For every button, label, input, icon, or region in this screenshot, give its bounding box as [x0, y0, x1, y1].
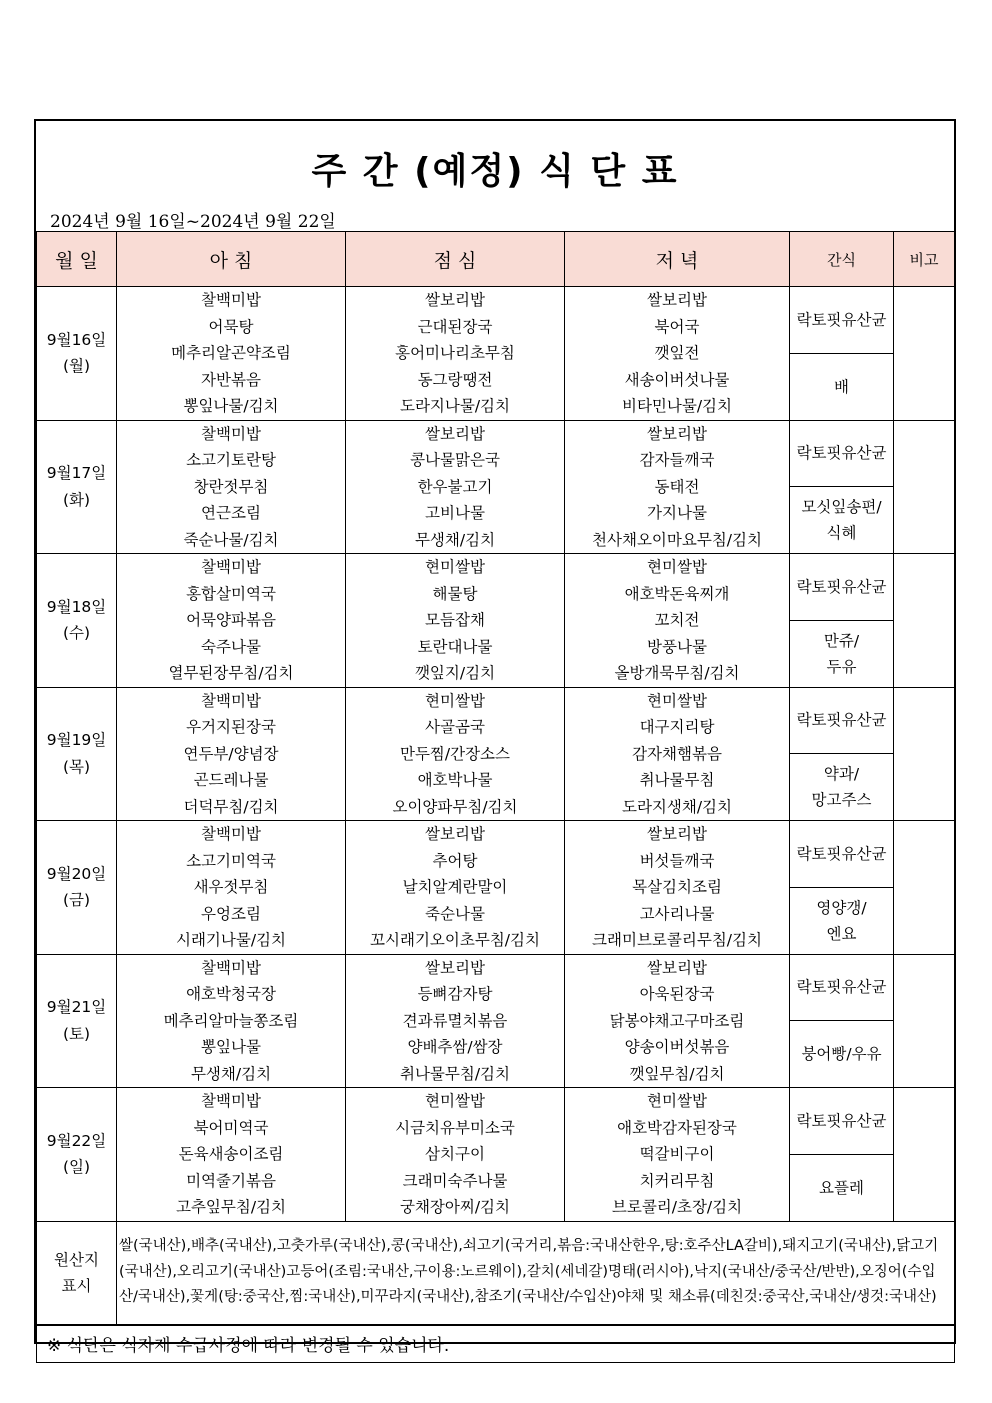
- menu-item: 깻잎무침/김치: [629, 1064, 725, 1083]
- snack-cell-1: 락토핏유산균: [790, 287, 894, 354]
- menu-item: 꼬시래기오이초무침/김치: [370, 931, 540, 949]
- dinner-cell: [565, 554, 790, 688]
- origin-label-line2: 표시: [61, 1276, 92, 1295]
- date-label: 9월16일: [46, 330, 107, 349]
- date-cell: [37, 1088, 117, 1222]
- menu-item: 소고기토란탕: [186, 451, 276, 469]
- menu-item: 고비나물: [425, 504, 485, 522]
- header-breakfast: 아 침: [117, 232, 346, 287]
- breakfast-cell: [117, 954, 346, 1088]
- lunch-cell: [346, 420, 565, 554]
- menu-item: 사골곰국: [425, 718, 485, 736]
- day-row: [37, 1088, 955, 1155]
- snack-cell-1: 락토핏유산균: [790, 554, 894, 621]
- header-dinner: 저 녁: [565, 232, 790, 287]
- breakfast-cell: [117, 1088, 346, 1222]
- dinner-cell: [565, 821, 790, 955]
- menu-item: 찰백미밥: [201, 825, 261, 843]
- day-row: [37, 954, 955, 1021]
- menu-item: 날치알계란말이: [402, 878, 508, 896]
- menu-table: [36, 231, 955, 1363]
- weekday-label: (토): [62, 1024, 91, 1043]
- menu-item: 떡갈비구이: [639, 1145, 715, 1163]
- menu-item: 꼬치전: [654, 611, 700, 629]
- menu-item: 쌀보리밥: [425, 958, 485, 977]
- menu-item: 닭봉야채고구마조림: [609, 1011, 745, 1030]
- menu-item: 뽕잎나물/김치: [183, 397, 279, 415]
- menu-item: 해물탕: [432, 584, 478, 603]
- menu-item: 가지나물: [647, 504, 707, 522]
- period-range: 2024년 9월 16일~2024년 9월 22일: [50, 212, 336, 232]
- day-row: [37, 821, 955, 888]
- day-row: [37, 687, 955, 754]
- menu-item: 취나물무침: [639, 771, 715, 789]
- lunch-cell: [346, 554, 565, 688]
- menu-item: 등뼈감자탕: [417, 985, 493, 1003]
- lunch-cell: [346, 287, 565, 421]
- date-label: 9월18일: [46, 597, 107, 616]
- menu-item: 동태전: [654, 477, 700, 496]
- note-cell: [894, 1088, 955, 1222]
- menu-item: 자반볶음: [201, 370, 261, 389]
- menu-item: 크래미숙주나물: [402, 1171, 508, 1190]
- note-cell: [894, 954, 955, 1088]
- date-label: 9월17일: [46, 464, 107, 483]
- header-note: 비고: [894, 232, 955, 287]
- menu-item: 쌀보리밥: [647, 958, 707, 977]
- menu-item: 궁채장아찌/김치: [399, 1198, 511, 1216]
- dinner-cell: [565, 687, 790, 821]
- menu-item: 소고기미역국: [186, 851, 276, 870]
- dinner-cell: [565, 287, 790, 421]
- date-cell: [37, 821, 117, 955]
- snack-cell-2: 모싯잎송편/ 식혜: [790, 487, 894, 554]
- menu-item: 무생채/김치: [414, 530, 496, 549]
- menu-item: 근대된장국: [417, 317, 493, 336]
- header-row: [37, 232, 955, 287]
- menu-item: 대구지리탕: [639, 718, 715, 736]
- origin-row: [37, 1221, 955, 1325]
- menu-item: 천사채오이마요무침/김치: [592, 530, 762, 549]
- menu-item: 토란대나물: [417, 637, 493, 656]
- menu-item: 감자채햄볶음: [632, 744, 722, 763]
- menu-item: 양송이버섯볶음: [624, 1038, 730, 1056]
- menu-item: 홍합살미역국: [186, 584, 276, 603]
- date-label: 9월20일: [46, 864, 107, 883]
- menu-item: 방풍나물: [647, 637, 707, 656]
- menu-item: 찰백미밥: [201, 958, 261, 977]
- menu-item: 현미쌀밥: [425, 558, 485, 576]
- menu-item: 새송이버섯나물: [624, 370, 730, 389]
- page-title: 주 간 (예정) 식 단 표: [311, 151, 679, 192]
- menu-item: 북어미역국: [193, 1118, 269, 1137]
- snack-cell-2: 요플레: [790, 1154, 894, 1221]
- note-cell: [894, 821, 955, 955]
- menu-item: 브로콜리/초장/김치: [611, 1198, 743, 1216]
- snack-cell-2: 약과/ 망고주스: [790, 754, 894, 821]
- menu-item: 우거지된장국: [186, 718, 276, 736]
- menu-item: 미역줄기볶음: [186, 1171, 276, 1190]
- menu-item: 양배추쌈/쌈장: [407, 1038, 503, 1056]
- menu-item: 쌀보리밥: [425, 424, 485, 443]
- menu-item: 버섯들깨국: [639, 851, 715, 870]
- date-cell: [37, 687, 117, 821]
- menu-item: 죽순나물/김치: [183, 530, 279, 549]
- menu-item: 우엉조림: [201, 904, 261, 923]
- menu-item: 견과류멸치볶음: [402, 1011, 508, 1030]
- menu-item: 삼치구이: [425, 1145, 485, 1163]
- snack-cell-2: 붕어빵/우유: [790, 1021, 894, 1088]
- menu-item: 콩나물맑은국: [410, 451, 500, 469]
- menu-item: 찰백미밥: [201, 558, 261, 576]
- menu-item: 어묵양파볶음: [186, 611, 276, 629]
- menu-item: 쌀보리밥: [425, 291, 485, 309]
- menu-item: 돈육새송이조림: [178, 1145, 284, 1163]
- lunch-cell: [346, 821, 565, 955]
- menu-item: 쌀보리밥: [647, 424, 707, 443]
- date-cell: [37, 287, 117, 421]
- menu-item: 시래기나물/김치: [175, 931, 287, 949]
- dinner-cell: [565, 420, 790, 554]
- menu-item: 애호박돈육찌개: [624, 584, 730, 603]
- footnote: ※ 식단은 식자재 수급사정에 따라 변경될 수 있습니다.: [37, 1325, 955, 1363]
- menu-item: 동그랑땡전: [417, 370, 493, 389]
- day-row: [37, 554, 955, 621]
- menu-item: 연두부/양념장: [183, 744, 279, 763]
- menu-item: 쌀보리밥: [647, 825, 707, 843]
- menu-item: 창란젓무침: [193, 477, 269, 496]
- menu-item: 죽순나물: [425, 904, 485, 923]
- date-label: 9월22일: [46, 1131, 107, 1150]
- origin-text: 쌀(국내산),배추(국내산),고춧가루(국내산),콩(국내산),쇠고기(국거리,볶음:국내산한우,탕:호주산LA갈비),돼지고기(국내산),닭고기(국내산),오리고기(국내산)고등어(조림:국내산,구이용:노르웨이),갈치(세네갈)명태(러시아),낙지(국내산/중국산/반반),오징어(수입산/국내산),꽃게(탕:중국산,찜:국내산),미꾸라지(국내산),참조기(국내산/수입산)야채 및 채소류(데친것:중국산,국내산/생것:국내산): [117, 1221, 955, 1325]
- origin-label: [37, 1221, 117, 1325]
- menu-item: 숙주나물: [201, 637, 261, 656]
- origin-label-line1: 원산지: [54, 1250, 99, 1269]
- lunch-cell: [346, 954, 565, 1088]
- menu-item: 현미쌀밥: [647, 691, 707, 710]
- menu-item: 어묵탕: [208, 317, 254, 336]
- menu-item: 찰백미밥: [201, 691, 261, 710]
- menu-item: 북어국: [654, 317, 700, 336]
- menu-item: 만두찜/간장소스: [399, 744, 511, 763]
- menu-item: 찰백미밥: [201, 1092, 261, 1110]
- date-label: 9월21일: [46, 998, 107, 1017]
- dinner-cell: [565, 954, 790, 1088]
- menu-item: 현미쌀밥: [647, 558, 707, 576]
- menu-item: 현미쌀밥: [647, 1092, 707, 1110]
- menu-item: 쌀보리밥: [425, 825, 485, 843]
- menu-item: 연근조림: [201, 504, 261, 522]
- breakfast-cell: [117, 287, 346, 421]
- menu-item: 깻잎지/김치: [414, 664, 496, 682]
- menu-item: 메추리알곤약조림: [171, 344, 291, 362]
- menu-item: 오이양파무침/김치: [392, 797, 518, 816]
- weekday-label: (수): [62, 624, 91, 643]
- menu-item: 애호박감자된장국: [617, 1118, 737, 1137]
- menu-item: 취나물무침/김치: [399, 1064, 511, 1083]
- menu-item: 아욱된장국: [639, 985, 715, 1003]
- menu-item: 메추리알마늘쫑조림: [163, 1011, 299, 1030]
- weekday-label: (금): [62, 891, 91, 910]
- note-cell: [894, 287, 955, 421]
- menu-item: 애호박나물: [417, 771, 493, 789]
- date-label: 9월19일: [46, 731, 107, 750]
- menu-item: 도라지나물/김치: [399, 397, 511, 415]
- menu-item: 고사리나물: [639, 904, 715, 923]
- date-cell: [37, 954, 117, 1088]
- day-row: [37, 287, 955, 354]
- dinner-cell: [565, 1088, 790, 1222]
- menu-item: 현미쌀밥: [425, 691, 485, 710]
- lunch-cell: [346, 1088, 565, 1222]
- menu-item: 도라지생채/김치: [621, 797, 733, 816]
- menu-item: 한우불고기: [417, 477, 493, 496]
- snack-cell-1: 락토핏유산균: [790, 420, 894, 487]
- menu-item: 비타민나물/김치: [621, 397, 733, 415]
- breakfast-cell: [117, 821, 346, 955]
- menu-item: 더덕무침/김치: [183, 797, 279, 816]
- menu-item: 현미쌀밥: [425, 1092, 485, 1110]
- menu-item: 고추잎무침/김치: [175, 1198, 287, 1216]
- menu-item: 쌀보리밥: [647, 291, 707, 309]
- menu-item: 새우젓무침: [193, 878, 269, 896]
- day-row: [37, 420, 955, 487]
- menu-item: 깻잎전: [654, 344, 700, 362]
- menu-item: 시금치유부미소국: [395, 1118, 515, 1137]
- menu-item: 크래미브로콜리무침/김치: [592, 931, 762, 949]
- note-cell: [894, 420, 955, 554]
- date-cell: [37, 554, 117, 688]
- menu-item: 치커리무침: [639, 1171, 715, 1190]
- weekday-label: (월): [62, 357, 91, 376]
- menu-item: 무생채/김치: [190, 1064, 272, 1083]
- menu-item: 찰백미밥: [201, 424, 261, 443]
- menu-item: 모듬잡채: [425, 611, 485, 629]
- snack-cell-1: 락토핏유산균: [790, 821, 894, 888]
- breakfast-cell: [117, 687, 346, 821]
- snack-cell-1: 락토핏유산균: [790, 1088, 894, 1155]
- menu-item: 열무된장무침/김치: [168, 664, 294, 682]
- note-cell: [894, 687, 955, 821]
- header-date: 월 일: [37, 232, 117, 287]
- breakfast-cell: [117, 420, 346, 554]
- menu-item: 추어탕: [432, 851, 478, 870]
- snack-cell-2: 배: [790, 353, 894, 420]
- header-lunch: 점 심: [346, 232, 565, 287]
- weekday-label: (일): [62, 1158, 91, 1177]
- snack-cell-2: 영양갱/ 엔요: [790, 887, 894, 954]
- date-cell: [37, 420, 117, 554]
- menu-item: 감자들깨국: [639, 451, 715, 469]
- weekday-label: (목): [62, 757, 91, 776]
- weekday-label: (화): [62, 490, 91, 509]
- menu-item: 홍어미나리초무침: [395, 344, 515, 362]
- lunch-cell: [346, 687, 565, 821]
- menu-item: 올방개묵무침/김치: [614, 664, 740, 682]
- header-snack: 간식: [790, 232, 894, 287]
- menu-item: 뽕잎나물: [201, 1038, 261, 1056]
- menu-item: 목살김치조림: [632, 878, 722, 896]
- menu-item: 애호박청국장: [186, 985, 276, 1003]
- snack-cell-2: 만쥬/ 두유: [790, 620, 894, 687]
- breakfast-cell: [117, 554, 346, 688]
- snack-cell-1: 락토핏유산균: [790, 687, 894, 754]
- note-cell: [894, 554, 955, 688]
- menu-item: 곤드레나물: [193, 771, 269, 789]
- footnote-row: [37, 1325, 955, 1363]
- menu-sheet: [34, 119, 956, 1356]
- snack-cell-1: 락토핏유산균: [790, 954, 894, 1021]
- menu-item: 찰백미밥: [201, 291, 261, 309]
- menu-body: [37, 287, 955, 1222]
